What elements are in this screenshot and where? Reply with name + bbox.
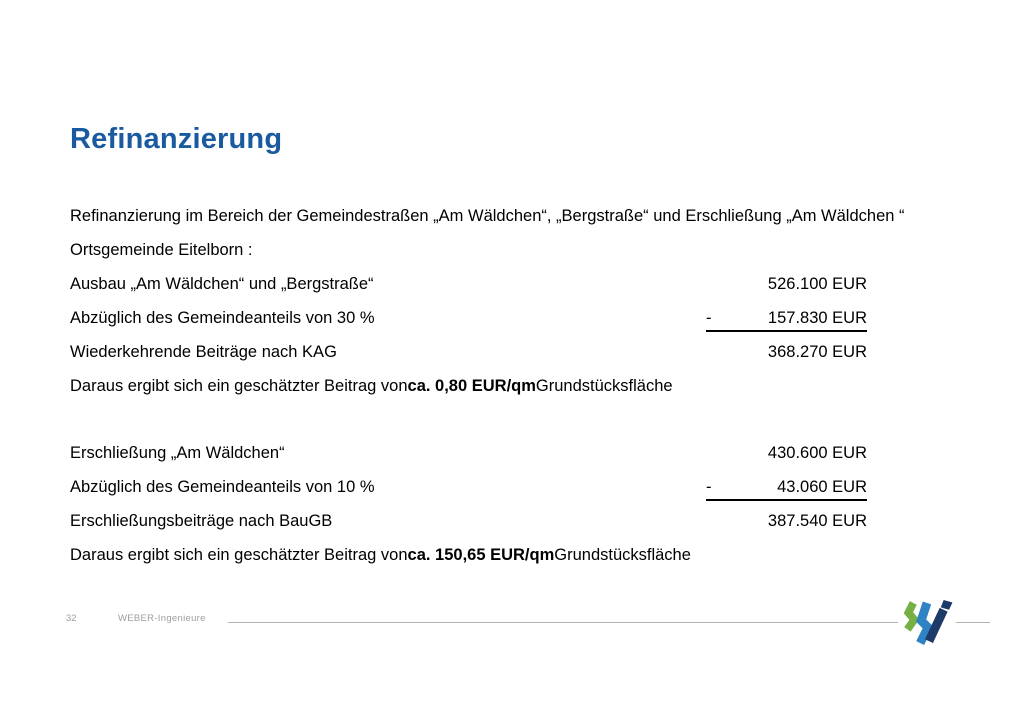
deduction-underlined-block — [706, 308, 867, 332]
row-value: 430.600 EUR — [767, 444, 867, 462]
row-label: Wiederkehrende Beiträge nach KAG — [70, 343, 337, 361]
row-label: Ausbau „Am Wäldchen“ und „Bergstraße“ — [70, 275, 374, 293]
company-name: WEBER-Ingenieure — [118, 613, 206, 624]
summary-suffix: Grundstücksfläche — [535, 377, 673, 395]
summary-prefix: Daraus ergibt sich ein geschätzter Beitrag von — [70, 546, 408, 564]
finance-row — [70, 274, 867, 308]
finance-row-deduction — [70, 477, 867, 511]
weber-w-ribbon-logo-icon — [900, 600, 954, 647]
intro-text: Ortsgemeinde Eitelborn : — [70, 241, 253, 259]
summary-row — [70, 376, 867, 410]
summary-highlight: ca. 150,65 EUR/qm — [407, 546, 555, 564]
section-spacer — [70, 410, 867, 443]
summary-prefix: Daraus ergibt sich ein geschätzter Beitrag von — [70, 377, 408, 395]
row-label: Abzüglich des Gemeindeanteils von 10 % — [70, 478, 375, 496]
footer-divider-left — [228, 622, 898, 623]
row-value: 43.060 EUR — [777, 478, 867, 496]
row-label: Abzüglich des Gemeindeanteils von 30 % — [70, 309, 375, 327]
minus-sign: - — [706, 478, 712, 496]
intro-line-2 — [70, 240, 867, 274]
intro-text: Refinanzierung im Bereich der Gemeindestraßen „Am Wäldchen“, „Bergstraße“ und Erschließung „Am Wäldchen “ — [70, 207, 905, 225]
slide-body — [70, 206, 905, 579]
finance-row-deduction — [70, 308, 867, 342]
row-value: 387.540 EUR — [767, 512, 867, 530]
finance-row — [70, 342, 867, 376]
deduction-underlined-block — [706, 477, 867, 501]
page-title: Refinanzierung — [70, 123, 283, 155]
summary-highlight: ca. 0,80 EUR/qm — [407, 377, 536, 395]
finance-row — [70, 443, 867, 477]
summary-suffix: Grundstücksfläche — [554, 546, 691, 564]
finance-row — [70, 511, 867, 545]
row-label: Erschließung „Am Wäldchen“ — [70, 444, 285, 462]
intro-line-1 — [70, 206, 905, 240]
footer-divider-right — [956, 622, 990, 623]
minus-sign: - — [706, 309, 712, 327]
row-value: 526.100 EUR — [767, 275, 867, 293]
row-value: 368.270 EUR — [767, 343, 867, 361]
page-number: 32 — [66, 613, 77, 624]
summary-row — [70, 545, 867, 579]
row-value: 157.830 EUR — [767, 309, 867, 327]
row-label: Erschließungsbeiträge nach BauGB — [70, 512, 333, 530]
